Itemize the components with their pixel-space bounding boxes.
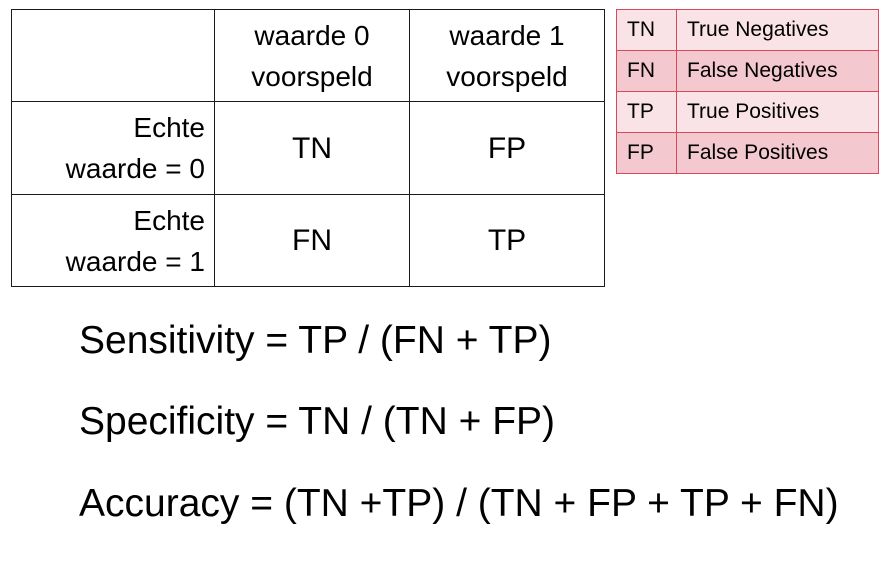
matrix-cell-fn: FN: [215, 195, 410, 287]
legend-description: False Negatives: [677, 51, 879, 92]
accuracy-formula: Accuracy = (TN +TP) / (TN + FP + TP + FN): [79, 482, 839, 525]
row-header-line: waarde = 0: [65, 153, 205, 184]
specificity-formula: Specificity = TN / (TN + FP): [79, 400, 556, 443]
matrix-corner-cell: [12, 10, 215, 102]
column-header-predicted-0: [215, 10, 410, 102]
matrix-header-row: [12, 10, 605, 102]
row-header-actual-1: [12, 195, 215, 287]
column-header-line: voorspeld: [446, 60, 568, 92]
legend-description: False Positives: [677, 133, 879, 174]
row-header-actual-0: [12, 102, 215, 195]
confusion-matrix: [11, 9, 605, 287]
column-header-line: waarde 0: [254, 19, 370, 51]
legend-abbr: TP: [617, 92, 677, 133]
legend-description: True Negatives: [677, 10, 879, 51]
matrix-cell-tp: TP: [410, 195, 605, 287]
legend-row-tp: [617, 92, 879, 133]
legend-row-fp: [617, 133, 879, 174]
row-header-line: Echte: [133, 204, 205, 236]
matrix-cell-tn: TN: [215, 102, 410, 195]
sensitivity-formula: Sensitivity = TP / (FN + TP): [79, 319, 552, 362]
column-header-line: voorspeld: [251, 60, 373, 92]
column-header-predicted-1: [410, 10, 605, 102]
column-header-line: waarde 1: [449, 19, 565, 51]
row-header-line: Echte: [133, 112, 205, 143]
matrix-cell-fp: FP: [410, 102, 605, 195]
abbreviation-legend: [616, 9, 879, 174]
row-header-line: waarde = 1: [65, 245, 205, 277]
legend-abbr: TN: [617, 10, 677, 51]
legend-description: True Positives: [677, 92, 879, 133]
matrix-row-actual-0: [12, 102, 605, 195]
legend-row-fn: [617, 51, 879, 92]
matrix-row-actual-1: [12, 195, 605, 287]
legend-row-tn: [617, 10, 879, 51]
legend-abbr: FP: [617, 133, 677, 174]
legend-abbr: FN: [617, 51, 677, 92]
